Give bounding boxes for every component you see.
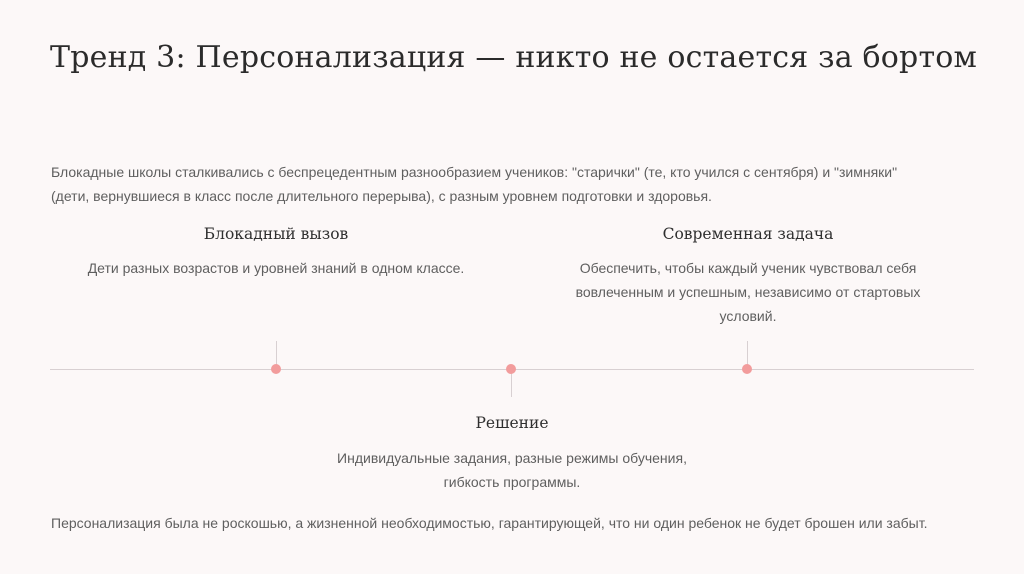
solution-text-line-1: Индивидуальные задания, разные режимы обучения, bbox=[337, 450, 687, 466]
modern-task-text-line-1: Обеспечить, чтобы каждый ученик чувствовал себя bbox=[579, 260, 917, 276]
modern-task-title: Современная задача bbox=[662, 225, 834, 243]
solution-title: Решение bbox=[475, 414, 549, 432]
intro-paragraph bbox=[51, 160, 981, 208]
intro-line-1: Блокадные школы сталкивались с беспрецедентным разнообразием учеников: "старички" (те, кто учился с сентября) и "зимняки" bbox=[51, 164, 898, 180]
modern-task-text-line-3: условий. bbox=[719, 308, 777, 324]
challenge-text-line: Дети разных возрастов и уровней знаний в одном классе. bbox=[87, 260, 465, 276]
timeline-dot-challenge bbox=[271, 364, 281, 374]
intro-line-2: (дети, вернувшиеся в класс после длительного перерыва), с разным уровнем подготовки и здоровья. bbox=[51, 188, 712, 204]
solution-text-line-2: гибкость программы. bbox=[443, 474, 581, 490]
modern-task-text bbox=[543, 256, 953, 328]
timeline-dot-solution bbox=[506, 364, 516, 374]
timeline-dot-modern-task bbox=[742, 364, 752, 374]
conclusion-text: Персонализация была не роскошью, а жизненной необходимостью, гарантирующей, что ни один ребенок не будет брошен или забыт. bbox=[51, 515, 928, 531]
modern-task-text-line-2: вовлеченным и успешным, независимо от стартовых bbox=[575, 284, 921, 300]
solution-text bbox=[292, 446, 732, 494]
challenge-title: Блокадный вызов bbox=[203, 225, 349, 243]
challenge-text bbox=[56, 256, 496, 280]
page-title: Тренд 3: Персонализация — никто не остается за бортом bbox=[50, 40, 978, 75]
